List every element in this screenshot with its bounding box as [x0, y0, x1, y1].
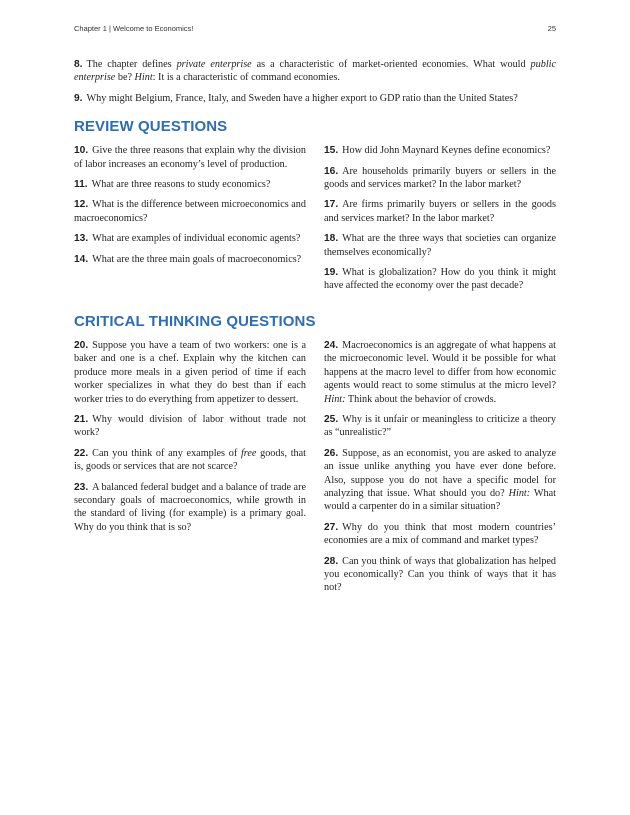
question-number: 14. — [74, 253, 89, 265]
question-item — [74, 447, 306, 474]
question-text: Suppose, as an economist, you are asked to analyze an issue unlike anything you have ever done before. Also, suppose you do not have a specific model for analyzing that issue. What should you do? — [324, 447, 556, 499]
question-item — [324, 266, 556, 293]
question-number: 18. — [324, 233, 339, 245]
question-text: Why is it unfair or meaningless to criticize a theory as “unrealistic?” — [324, 413, 556, 439]
question-number: 28. — [324, 555, 339, 567]
question-text: Are firms primarily buyers or sellers in the goods and services market? In the labor market? — [324, 199, 556, 224]
question-item — [74, 253, 306, 266]
question-item — [74, 144, 306, 171]
question-number: 17. — [324, 199, 339, 211]
question-text: Suppose you have a team of two workers: one is a baker and one is a chef. Explain why the kitchen can produce more meals in a given period of time if each worker specializes in what they do best than if each worker tries to do everything from appetizer to dessert. — [74, 339, 306, 405]
question-text: What is globalization? How do you think it might have affected the economy over the past decade? — [324, 267, 556, 292]
question-item — [74, 198, 306, 225]
question-item — [324, 555, 556, 595]
question-number: 24. — [324, 339, 339, 351]
question-text: The chapter defines — [86, 59, 177, 70]
question-number: 9. — [74, 92, 83, 104]
question-text: : It is a characteristic of command economies. — [152, 72, 340, 84]
question-number: 21. — [74, 413, 89, 425]
review-questions-heading: REVIEW QUESTIONS — [74, 118, 228, 136]
question-text: Think about the behavior of crowds. — [345, 393, 497, 405]
question-text: What are examples of individual economic agents? — [92, 233, 301, 245]
question-emphasis: Hint: — [324, 393, 346, 405]
question-text: goods, that is, goods or services that are not scarce? — [74, 447, 306, 473]
question-item — [74, 481, 306, 535]
question-text: as a characteristic of market-oriented economies. What would — [251, 59, 531, 70]
chapter-title: Chapter 1 | Welcome to Economics! — [74, 24, 194, 33]
question-item — [324, 165, 556, 192]
question-item — [74, 413, 306, 440]
question-item — [74, 92, 556, 105]
intro-questions — [74, 58, 556, 105]
question-text: What are three reasons to study economics? — [91, 179, 271, 191]
question-item — [74, 58, 556, 85]
question-number: 22. — [74, 447, 89, 459]
question-text: Why would division of labor without trade not work? — [74, 413, 306, 439]
question-text: How did John Maynard Keynes define economics? — [342, 145, 551, 157]
critical-thinking-heading: CRITICAL THINKING QUESTIONS — [74, 312, 316, 330]
question-text: What are the three ways that societies can organize themselves economically? — [324, 233, 556, 258]
question-item — [74, 178, 306, 191]
question-item — [74, 232, 306, 245]
question-emphasis: private enterprise — [176, 59, 252, 70]
question-number: 10. — [74, 145, 89, 157]
review-right-column — [324, 144, 556, 300]
question-text: Are households primarily buyers or sellers in the goods and services market? In the labor market? — [324, 165, 556, 191]
page-content — [74, 58, 556, 602]
question-number: 20. — [74, 339, 89, 351]
question-item — [324, 198, 556, 225]
question-item — [74, 339, 306, 406]
question-item — [324, 144, 556, 157]
page-number: 25 — [547, 24, 556, 33]
question-emphasis: free — [240, 447, 257, 459]
question-text: Give the three reasons that explain why the division of labor increases an economy’s level of production. — [74, 145, 306, 170]
question-number: 8. — [74, 59, 83, 70]
question-text: A balanced federal budget and a balance of trade are secondary goals of macroeconomics, while growth in the standard of living (for example) is a primary goal. Why do you think that is so? — [74, 481, 306, 533]
question-item — [324, 339, 556, 406]
question-emphasis: public enterprise — [74, 59, 556, 84]
question-text: be? — [115, 72, 135, 84]
question-item — [324, 521, 556, 548]
question-emphasis: Hint: — [508, 487, 531, 499]
question-text: Why do you think that most modern countries’ economies are a mix of command and market types? — [324, 521, 556, 547]
question-item — [324, 413, 556, 440]
question-text: Can you think of any examples of — [92, 447, 241, 459]
question-number: 16. — [324, 165, 339, 177]
question-text: Can you think of ways that globalization has helped you economically? Can you think of ways that it has not? — [324, 555, 556, 594]
question-number: 27. — [324, 521, 339, 533]
question-number: 11. — [74, 179, 88, 191]
question-emphasis: Hint — [134, 72, 153, 84]
question-text: Macroeconomics is an aggregate of what happens at the microeconomic level. Would it be possible for what happens at the macro level to differ from how economic agents would react to some stimulus at the micro level? — [324, 339, 556, 392]
running-header — [74, 24, 556, 33]
critical-thinking-columns — [74, 339, 556, 602]
review-questions-columns — [74, 144, 556, 300]
critical-left-column — [74, 339, 306, 602]
question-number: 23. — [74, 481, 89, 493]
question-text: What is the difference between microeconomics and macroeconomics? — [74, 199, 306, 224]
question-number: 12. — [74, 199, 89, 211]
question-number: 19. — [324, 267, 339, 279]
critical-right-column — [324, 339, 556, 602]
question-text: Why might Belgium, France, Italy, and Sweden have a higher export to GDP ratio than the United States? — [86, 92, 518, 104]
question-number: 15. — [324, 145, 339, 157]
question-item — [324, 447, 556, 514]
question-text: What are the three main goals of macroeconomics? — [92, 253, 302, 265]
question-number: 25. — [324, 413, 339, 425]
question-item — [324, 232, 556, 259]
question-text: What would a carpenter do in a similar situation? — [324, 487, 556, 513]
question-number: 26. — [324, 447, 339, 459]
question-number: 13. — [74, 233, 89, 245]
review-left-column — [74, 144, 306, 300]
